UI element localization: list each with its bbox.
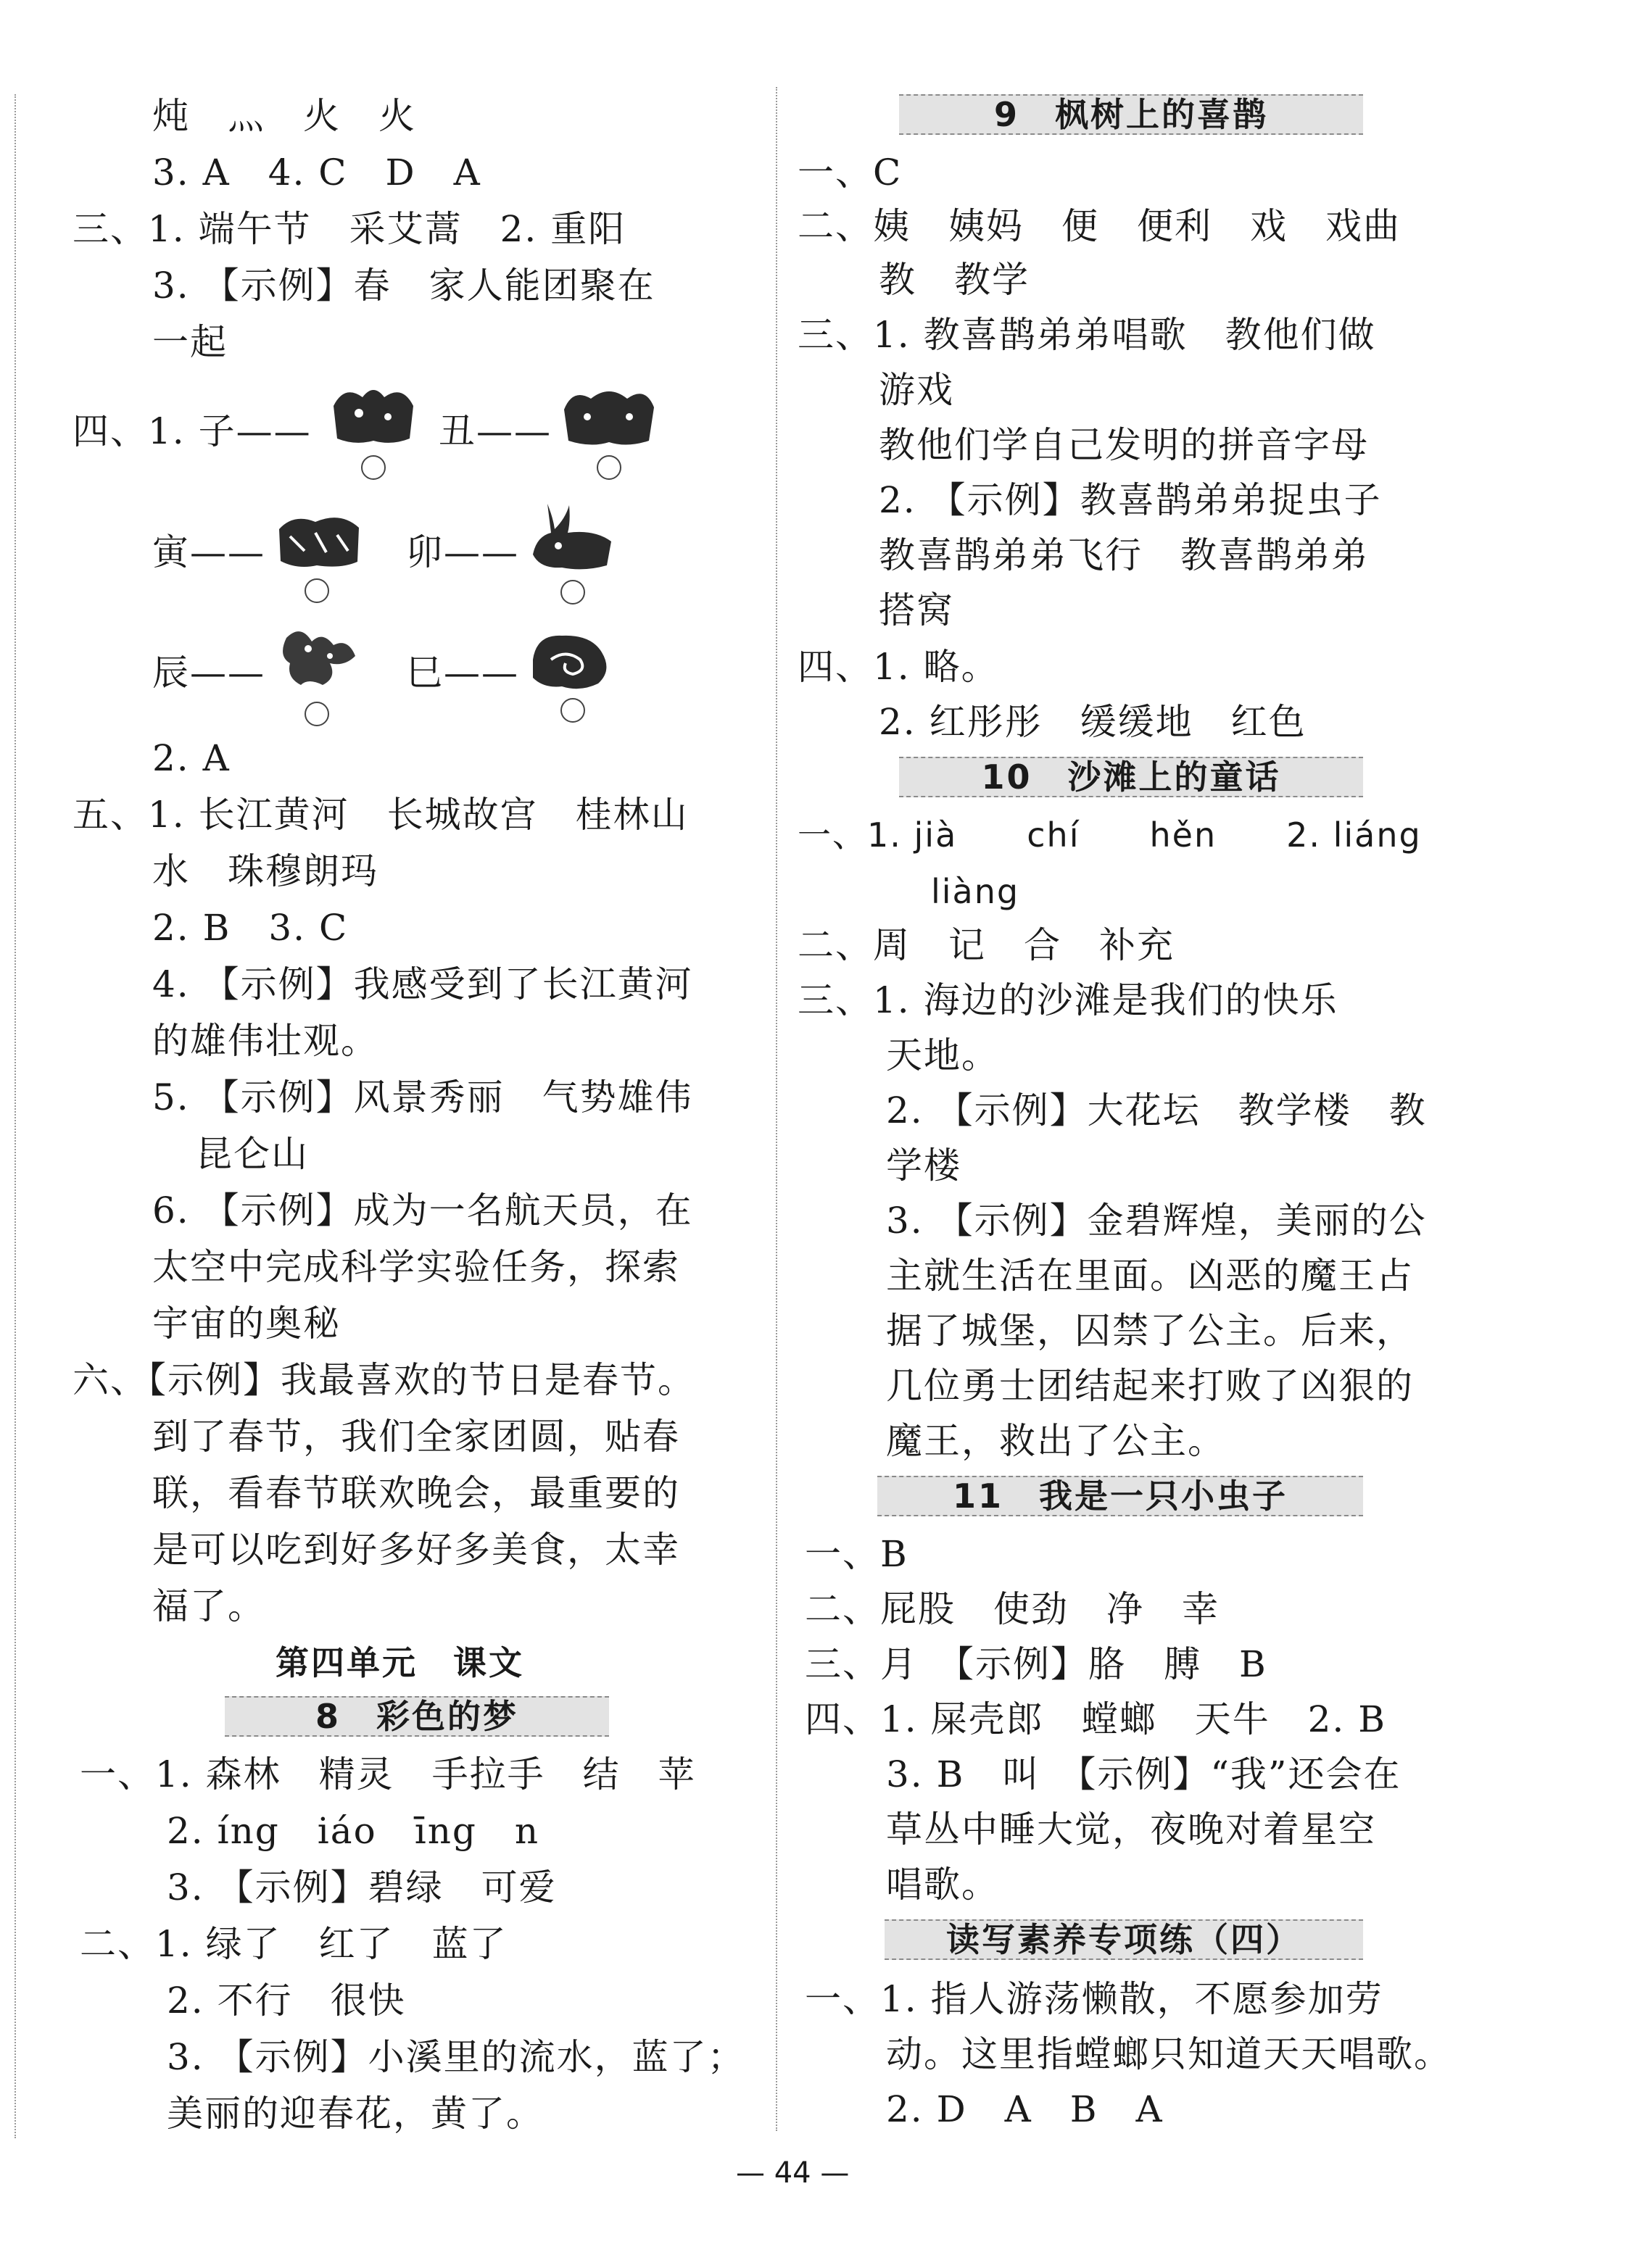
answer-line: 福了。 [152,1585,265,1627]
answer-line: 二、1. 绿了 红了 蓝了 [80,1923,508,1965]
lesson-header [899,91,1363,138]
answer-line: 2. 不行 很快 [167,1980,406,2022]
answer-line: 一、1. 指人游荡懒散，不愿参加劳 [805,1978,1383,2020]
answer-line: 2. A [152,737,231,779]
rat-papercut-icon [326,377,421,489]
left-margin-rule [15,94,16,2138]
answer-line: 几位勇士团结起来打败了凶狠的 [886,1365,1414,1407]
zodiac-label-si: 巳—— [406,652,519,694]
answer-line: 3. A 4. C D A [152,151,481,194]
zodiac-label-zi: 四、1. 子—— [73,410,312,452]
answer-line: liàng [931,872,1020,911]
zodiac-label-yin: 寅—— [152,531,265,573]
answer-line: 主就生活在里面。凶恶的魔王占 [886,1255,1414,1297]
answer-line: 二、周 记 合 补充 [798,924,1175,966]
dragon-papercut-icon [272,616,366,735]
answer-line: 4. 【示例】我感受到了长江黄河 [152,963,693,1005]
answer-line: 3. 【示例】小溪里的流水，蓝了； [167,2036,745,2078]
lesson-title: 9 枫树上的喜鹊 [993,95,1268,134]
answer-line: 天地。 [886,1034,999,1076]
answer-line: 四、1. 屎壳郎 螳螂 天牛 2. B [805,1698,1386,1740]
answer-line: 水 珠穆朗玛 [152,850,378,892]
unit-title: 第四单元 课文 [276,1643,524,1682]
answer-line: 3. 【示例】碧绿 可爱 [167,1866,557,1908]
tiger-papercut-icon [272,500,366,612]
answer-line: 2. D A B A [886,2088,1164,2130]
answer-line: 3. 【示例】金碧辉煌，美丽的公 [886,1200,1427,1242]
answer-line: 三、月 【示例】胳 膊 B [805,1643,1267,1685]
lesson-title: 11 我是一只小虫子 [952,1476,1288,1516]
practice-title: 读写素养专项练（四） [946,1920,1301,1959]
practice-header [885,1916,1363,1963]
answer-line: 教喜鹊弟弟飞行 教喜鹊弟弟 [879,534,1369,576]
column-divider [776,87,777,2131]
answer-line: 的雄伟壮观。 [152,1020,378,1062]
answer-line: 草丛中睡大觉，夜晚对着星空 [886,1808,1376,1850]
zodiac-label-mao: 卯—— [406,531,519,573]
answer-line: 二、姨 姨妈 便 便利 戏 戏曲 [798,205,1401,247]
answer-line: 六、【示例】我最喜欢的节日是春节。 [73,1359,695,1401]
ox-papercut-icon [558,377,660,489]
answer-line: 四、1. 略。 [798,646,999,688]
answer-line: 美丽的迎春花，黄了。 [167,2093,544,2135]
answer-line: 唱歌。 [886,1864,999,1906]
answer-line: 教他们学自己发明的拼音字母 [879,424,1369,466]
answer-line: 2. 【示例】教喜鹊弟弟捉虫子 [879,479,1382,521]
answer-line: 一、C [798,151,903,194]
answer-line: 一、1. 森林 精灵 手拉手 结 苹 [80,1753,696,1795]
answer-line: 是可以吃到好多好多美食，太幸 [152,1529,680,1571]
page-number: — 44 — [736,2156,850,2190]
answer-line: 搭窝 [879,589,954,631]
zodiac-label-chou: 丑—— [439,410,552,452]
answer-line: 联，看春节联欢晚会，最重要的 [152,1472,680,1514]
rabbit-papercut-icon [526,497,620,612]
answer-line: 动。这里指螳螂只知道天天唱歌。 [886,2033,1452,2075]
answer-line: 二、屁股 使劲 净 幸 [805,1588,1220,1630]
answer-line: 教 教学 [879,259,1030,301]
answer-line: 据了城堡，囚禁了公主。后来， [886,1310,1414,1352]
answer-line: 2. 红彤彤 缓缓地 红色 [879,701,1307,743]
answer-line: 三、1. 教喜鹊弟弟唱歌 教他们做 [798,314,1376,356]
answer-line: 一、1. jià chí hěn 2. liáng [798,815,1422,855]
answer-line: 3. B 叫 【示例】“我”还会在 [886,1753,1402,1795]
answer-line: 学楼 [886,1145,961,1187]
answer-line: 昆仑山 [196,1133,309,1175]
lesson-header [225,1693,609,1740]
lesson-title: 10 沙滩上的童话 [981,757,1281,797]
answer-line: 炖 灬 火 火 [152,95,416,137]
answer-line: 一、B [805,1533,908,1575]
answer-line: 魔王，救出了公主。 [886,1420,1225,1462]
answer-line: 6. 【示例】成为一名航天员，在 [152,1189,693,1231]
answer-line: 太空中完成科学实验任务，探索 [152,1246,680,1288]
answer-line: 宇宙的奥秘 [152,1303,341,1345]
answer-line: 到了春节，我们全家团圆，贴春 [152,1416,680,1458]
answer-line: 3. 【示例】春 家人能团聚在 [152,265,655,307]
answer-line: 游戏 [879,369,954,411]
lesson-title: 8 彩色的梦 [315,1697,518,1736]
answer-line: 一起 [152,321,228,363]
answer-line: 2. 【示例】大花坛 教学楼 教 [886,1089,1427,1131]
answer-line: 三、1. 海边的沙滩是我们的快乐 [798,979,1338,1021]
snake-papercut-icon [522,620,624,731]
answer-line: 2. B 3. C [152,907,349,949]
zodiac-label-chen: 辰—— [152,652,265,694]
answer-line: 三、1. 端午节 采艾蒿 2. 重阳 [73,208,626,250]
answer-line: 5. 【示例】风景秀丽 气势雄伟 [152,1076,693,1118]
answer-line: 2. íng iáo īng n [167,1810,540,1852]
lesson-header [899,754,1363,800]
lesson-header [877,1473,1363,1519]
answer-line: 五、1. 长江黄河 长城故宫 桂林山 [73,794,689,836]
